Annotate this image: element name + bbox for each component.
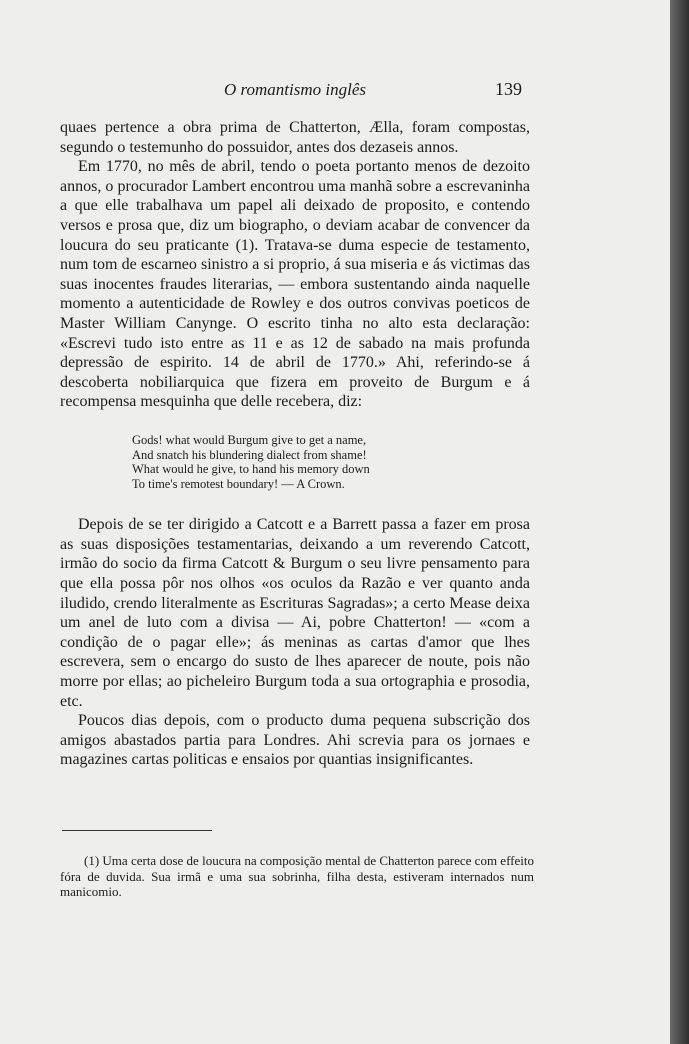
main-text bbox=[60, 118, 530, 770]
verse-line: And snatch his blundering dialect from shame! bbox=[132, 447, 367, 462]
verse-line: What would he give, to hand his memory down bbox=[132, 462, 370, 477]
verse-line: To time's remotest boundary! — A Crown. bbox=[132, 476, 345, 491]
paragraph-london: Poucos dias depois, com o producto duma pequena subscrição dos amigos abastados partia para Londres. Ahi screvia para os jornaes e magazines cartas politicas e ensaios por quantias insignificantes. bbox=[60, 712, 530, 769]
page-edge-shadow bbox=[670, 0, 689, 1044]
paragraph-testament: Em 1770, no mês de abril, tendo o poeta portanto menos de dezoito annos, o procurador Lambert encontrou uma manhã sobre a escrevaninha a que elle trabalhava um papel ali deixado de proposito, e contendo versos e prosa que, diz um biographo, o deviam acabar de convencer da loucura do seu praticante (1). Tratava-se duma especie de testamento, num tom de escarneo sinistro a si proprio, á sua miseria e ás victimas das suas inocentes fraudes literarias, — embora sustentando ainda naquelle momento a autenticidade de Rowley e dos outros convivas poeticos de Master William Canynge. O escrito tinha no alto esta declaração: «Escrevi tudo isto entre as 11 e as 12 de sabado na mais profunda depressão de espirito. 14 de abril de 1770.» Ahi, referindo-se á descoberta nobiliarquica que fizera em proveito de Burgum e á recompensa mesquinha que delle recebera, diz: bbox=[60, 158, 530, 411]
footnote-divider bbox=[62, 830, 212, 831]
verse-line: Gods! what would Burgum give to get a name, bbox=[132, 432, 367, 447]
running-title: O romantismo inglês bbox=[224, 80, 366, 99]
paragraph-dispositions: Depois de se ter dirigido a Catcott e a Barrett passa a fazer em prosa as suas disposições testamentarias, deixando a um reverendo Catcott, irmão do socio da firma Catcott & Burgum o seu livre pensamento para que ella possa pôr nos olhos «os oculos da Razão e ver quanto anda iludido, crendo literalmente as Escrituras Sagradas»; a certo Mease deixa um anel de luto com a divisa — Ai, pobre Chatterton! — «com a condição de o pagar elle»; ás meninas as cartas d'amor que lhes escrevera, sem o encargo do susto de lhes aparecer de noute, pois não morre por ellas; ao picheleiro Burgum toda a sua ortographia e prosodia, etc. bbox=[60, 516, 530, 710]
page-number: 139 bbox=[495, 79, 522, 99]
footnote bbox=[60, 853, 534, 900]
paragraph-continuation: quaes pertence a obra prima de Chatterton, Ælla, foram compostas, segundo o testemunho do possuidor, antes dos dezaseis annos. bbox=[60, 119, 530, 156]
footnote-text: (1) Uma certa dose de loucura na composição mental de Chatterton parece com effeito fóra de duvida. Sua irmã e uma sua sobrinha, filha desta, estiveram internados num manicomio. bbox=[60, 853, 534, 900]
verse-quote bbox=[132, 433, 530, 491]
